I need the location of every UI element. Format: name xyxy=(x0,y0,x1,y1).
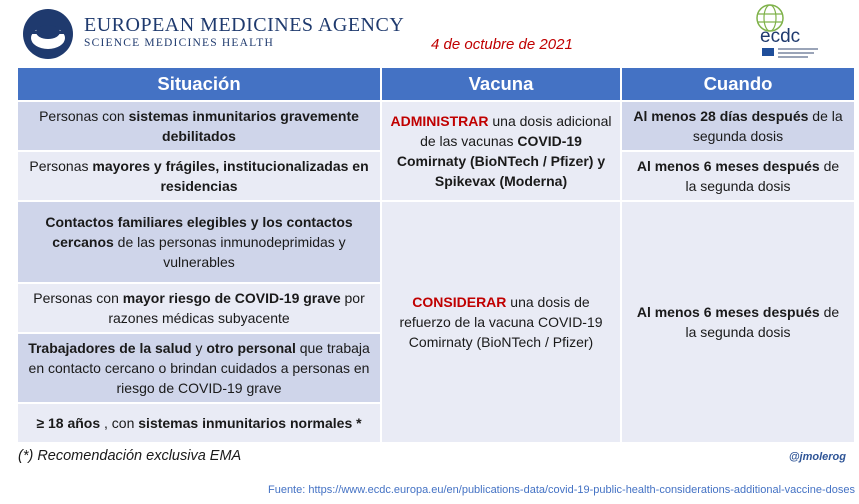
ecdc-logo xyxy=(742,2,834,62)
ema-subtitle: SCIENCE MEDICINES HEALTH xyxy=(84,37,275,49)
situacion-cell: Trabajadores de la salud y otro personal que trabaja en contacto cercano o brindan cuidados a personas en riesgo de COVID-19 grave xyxy=(18,334,380,402)
situacion-cell: ≥ 18 años , con sistemas inmunitarios normales * xyxy=(18,404,380,442)
table-header-row xyxy=(18,68,854,100)
ema-title: EUROPEAN MEDICINES AGENCY xyxy=(84,14,405,36)
vacuna-cell-administrar: ADMINISTRAR una dosis adicional de las vacunas COVID-19 Comirnaty (BioNTech / Pfizer) y Spikevax (Moderna) xyxy=(382,102,620,200)
cuando-cell: Al menos 6 meses después de la segunda dosis xyxy=(622,152,854,200)
ema-wordmark xyxy=(84,14,404,49)
date-label: 4 de octubre de 2021 xyxy=(431,36,573,53)
situacion-cell: Contactos familiares elegibles y los contactos cercanos de las personas inmunodeprimidas y vulnerables xyxy=(18,202,380,282)
situacion-cell: Personas con mayor riesgo de COVID-19 grave por razones médicas subyacente xyxy=(18,284,380,332)
header-vacuna: Vacuna xyxy=(382,68,620,100)
vacuna-cell-considerar: CONSIDERAR una dosis de refuerzo de la vacuna COVID-19 Comirnaty (BioNTech / Pfizer) xyxy=(382,202,620,442)
header-cuando: Cuando xyxy=(622,68,854,100)
table-row xyxy=(18,202,854,282)
ecdc-logo-text: ecdc xyxy=(760,26,801,47)
ema-logo xyxy=(22,8,74,60)
footnote: (*) Recomendación exclusiva EMA xyxy=(18,448,242,464)
header-situacion: Situación xyxy=(18,68,380,100)
page-header xyxy=(0,0,859,66)
situacion-cell: Personas con sistemas inmunitarios gravemente debilitados xyxy=(18,102,380,150)
table-row xyxy=(18,102,854,150)
recommendations-table xyxy=(16,66,856,444)
author-handle: @jmolerog xyxy=(788,451,846,463)
cuando-cell: Al menos 6 meses después de la segunda dosis xyxy=(622,202,854,442)
source-link[interactable]: Fuente: https://www.ecdc.europa.eu/en/publications-data/covid-19-public-health-considerations-additional-vaccine-doses xyxy=(267,484,855,496)
cuando-cell: Al menos 28 días después de la segunda dosis xyxy=(622,102,854,150)
situacion-cell: Personas mayores y frágiles, institucionalizadas en residencias xyxy=(18,152,380,200)
